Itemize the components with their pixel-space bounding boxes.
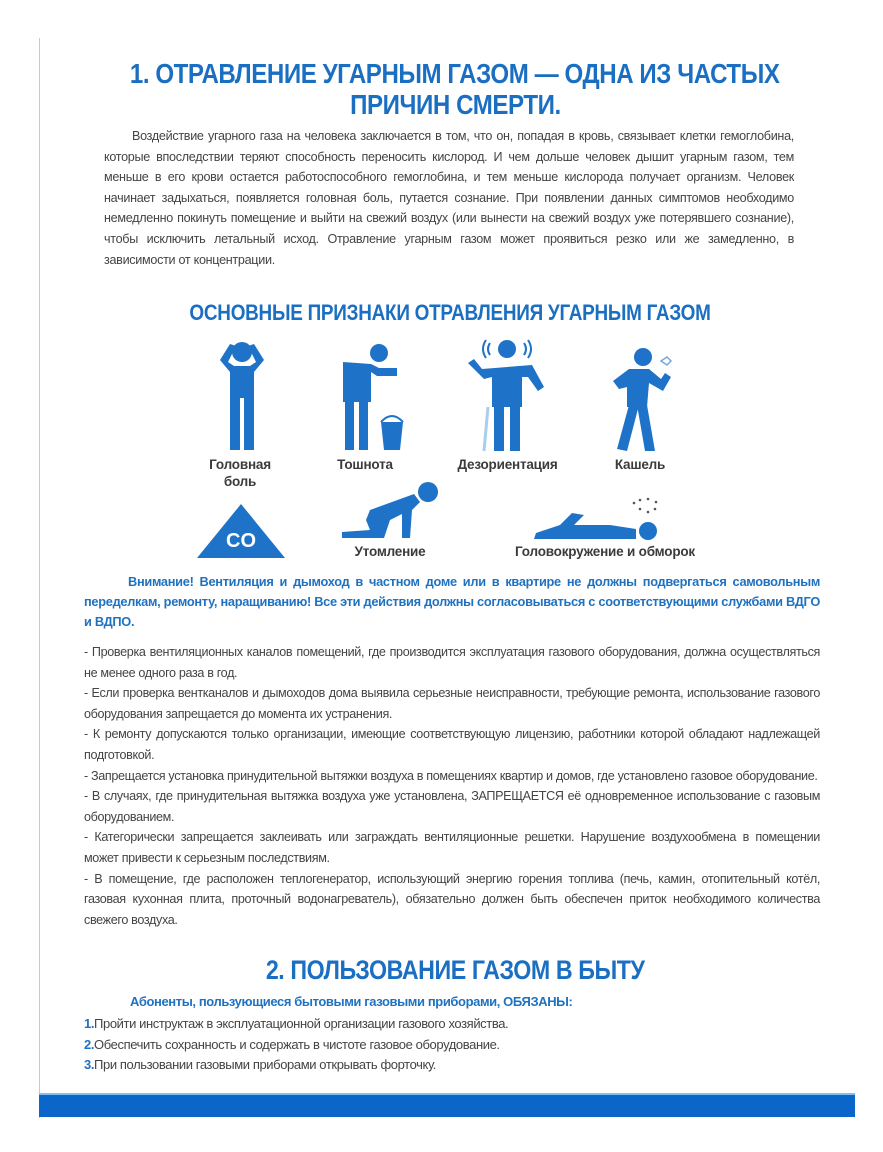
title-line-2: ПРИЧИН СМЕРТИ. [349, 89, 561, 120]
obligation-item [84, 1055, 508, 1076]
fainting-figure-icon [530, 495, 660, 545]
symptom-label-headache: Головная боль [209, 457, 271, 489]
obligation-item [84, 1014, 508, 1035]
item-number: 1. [84, 1016, 95, 1031]
symptom-label-fatigue: Утомление [354, 544, 426, 559]
footer-blue-bar [39, 1095, 855, 1117]
co-warning-triangle-icon [195, 502, 287, 560]
rule-item: - В случаях, где принудительная вытяжка воздуха уже установлена, ЗАПРЕЩАЕТСЯ её одновременное использование с газовым оборудованием. [84, 789, 820, 824]
disorientation-figure-icon [462, 335, 552, 453]
fatigue-figure-icon [340, 480, 445, 542]
section2-subtitle: Абоненты, пользующиеся бытовыми газовыми приборами, ОБЯЗАНЫ: [130, 994, 573, 1009]
symptom-label-cough: Кашель [614, 457, 666, 472]
warning-paragraph [84, 572, 820, 632]
rule-item: - Категорически запрещается заклеивать или заграждать вентиляционные решетки. Нарушение воздухообмена в помещении может привести к серьезным последствиям. [84, 830, 820, 865]
warning-text: Внимание! Вентиляция и дымоход в частном доме или в квартире не должны подвергаться самовольным переделкам, ремонту, наращиванию! Все эти действия должны согласовываться с соответствующими службами ВДГО и ВДПО. [84, 574, 820, 629]
symptom-label-disorientation: Дезориентация [457, 457, 558, 472]
rule-item: - Запрещается установка принудительной вытяжки воздуха в помещениях квартир и домов, где установлено газовое оборудование. [84, 768, 818, 783]
rule-item: - К ремонту допускаются только организации, имеющие соответствующую лицензию, работники которой обладают надлежащей подготовкой. [84, 727, 820, 762]
section2-title [60, 955, 850, 986]
item-text: Обеспечить сохранность и содержать в чистоте газовое оборудование. [94, 1036, 500, 1052]
intro-paragraph [104, 126, 794, 270]
obligation-item [84, 1035, 508, 1056]
item-number: 2. [84, 1036, 95, 1052]
item-text: При пользовании газовыми приборами открывать форточку. [94, 1057, 436, 1072]
cough-figure-icon [605, 345, 675, 453]
title-line-1: 1. ОТРАВЛЕНИЕ УГАРНЫМ ГАЗОМ — ОДНА ИЗ ЧАСТЫХ [130, 58, 780, 89]
intro-text: Воздействие угарного газа на человека заключается в том, что он, попадая в кровь, связывает клетки гемоглобина, которые впоследствии теряют способность переносить кислород. И чем дольше человек дышит угарным газом, тем меньше в его крови остается работоспособного гемоглобина, и тем меньше кислорода получает организм. Человек начинает задыхаться, появляется головная боль, путается сознание. При появлении данных симптомов необходимо немедленно покинуть помещение и выйти на свежий воздух (или вынести на свежий воздух уже потерявшего сознание), чтобы исключить летальный исход. Отравление угарным газом может проявиться резко или же замедленно, в зависимости от концентрации. [104, 129, 794, 267]
rules-list [84, 642, 820, 930]
section1-title [60, 58, 850, 120]
rule-item: - Если проверка вентканалов и дымоходов дома выявила серьезные неисправности, требующие ремонта, использование газового оборудования запрещается до момента их устранения. [84, 686, 820, 721]
section2-title-text: 2. ПОЛЬЗОВАНИЕ ГАЗОМ В БЫТУ [265, 955, 645, 985]
co-sign-text: CO [226, 530, 256, 552]
symptoms-heading-text: ОСНОВНЫЕ ПРИЗНАКИ ОТРАВЛЕНИЯ УГАРНЫМ ГАЗОМ [189, 300, 711, 325]
rule-item: - Проверка вентиляционных каналов помещений, где производится эксплуатация газового оборудования, должна осуществляться не менее одного раза в год. [84, 645, 820, 680]
item-text: Пройти инструктаж в эксплуатационной организации газового хозяйства. [94, 1016, 509, 1031]
item-number: 3. [84, 1057, 95, 1072]
symptom-label-nausea: Тошнота [337, 457, 393, 472]
symptom-label-fainting: Головокружение и обморок [515, 544, 695, 559]
symptoms-heading [80, 300, 820, 326]
rule-item: - В помещение, где расположен теплогенератор, использующий энергию горения топлива (печь, камин, отопительный котёл, газовая кухонная плита, проточный водонагреватель), обязательно должен быть обеспечен приток необходимого количества свежего воздуха. [84, 871, 820, 927]
obligations-list [84, 1014, 508, 1076]
page-border-line [39, 38, 40, 1118]
nausea-figure-icon [335, 342, 407, 452]
headache-figure-icon [210, 338, 275, 453]
